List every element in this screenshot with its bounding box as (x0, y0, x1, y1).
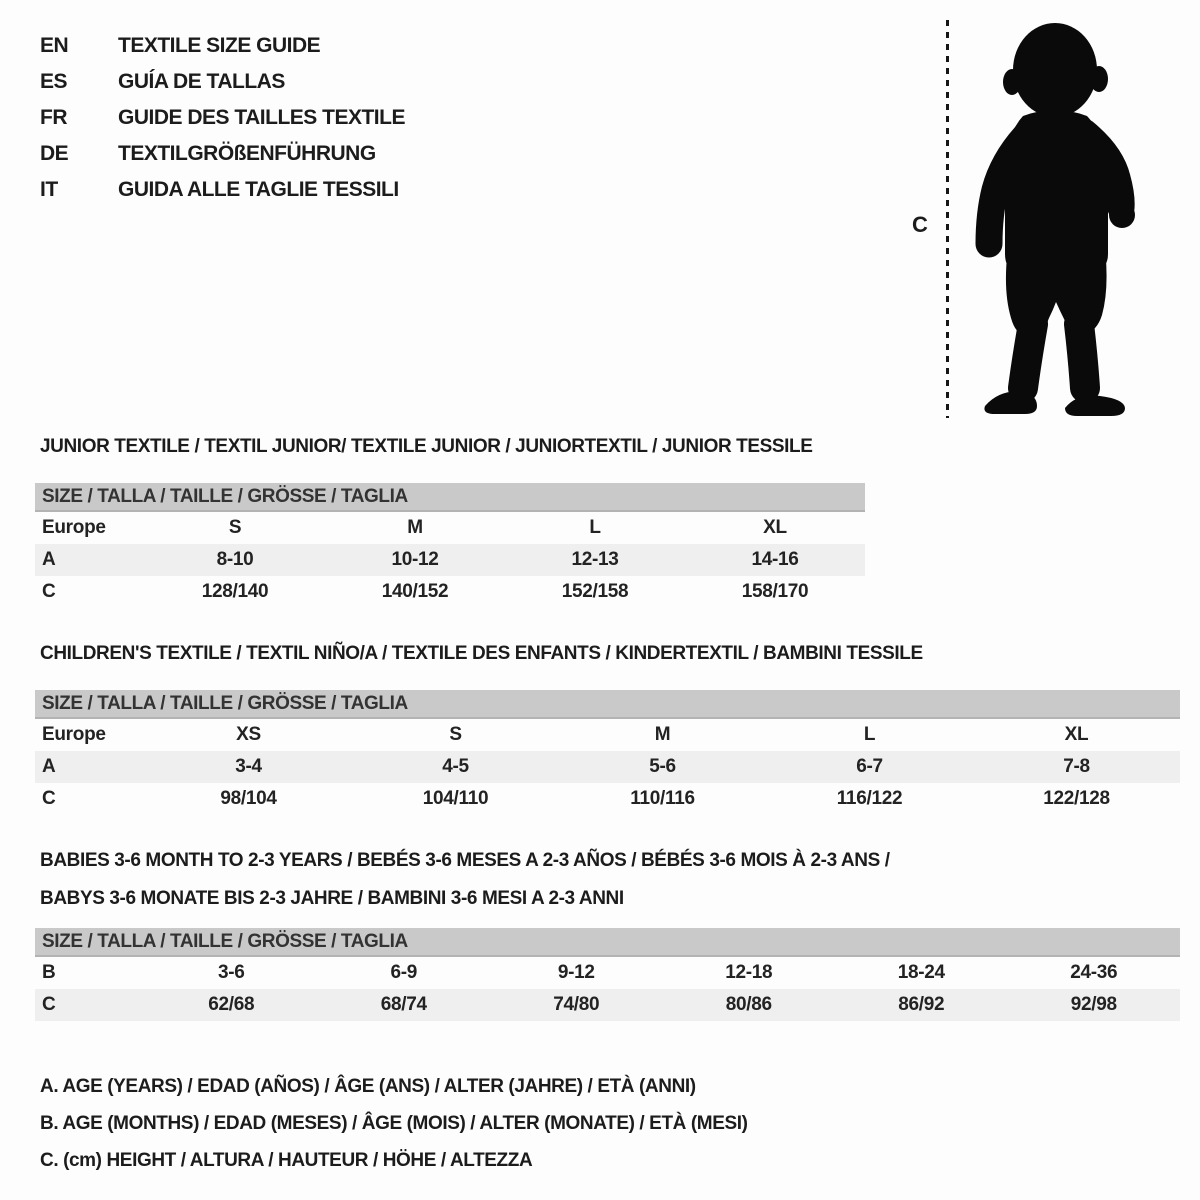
table-cell: 12-18 (725, 962, 773, 983)
table-cell: 62/68 (208, 994, 255, 1015)
language-title: TEXTILE SIZE GUIDE (118, 34, 321, 57)
row-label: B (42, 962, 56, 983)
legend-line-c: C. (cm) HEIGHT / ALTURA / HAUTEUR / HÖHE / ALTEZZA (40, 1150, 533, 1171)
table-cell: S (228, 517, 242, 538)
table-cell: 92/98 (1070, 994, 1117, 1015)
language-code: IT (40, 178, 58, 201)
table-row (35, 512, 865, 544)
table-cell: 140/152 (381, 581, 449, 602)
language-code: FR (40, 106, 67, 129)
table-cell: 3-6 (217, 962, 245, 983)
children-size-table (35, 690, 1180, 815)
row-label: Europe (42, 517, 106, 538)
table-cell: S (449, 724, 462, 745)
language-row-es (40, 64, 405, 100)
table-cell: 14-16 (751, 549, 799, 570)
measure-legend (40, 1068, 748, 1179)
language-title: GUÍA DE TALLAS (118, 70, 285, 93)
table-cell: L (589, 517, 601, 538)
table-cell: M (407, 517, 423, 538)
language-code: DE (40, 142, 69, 165)
table-cell: L (863, 724, 876, 745)
table-cell: XL (763, 517, 787, 538)
table-row (35, 544, 865, 576)
row-label: A (42, 549, 56, 570)
language-row-en (40, 28, 405, 64)
legend-line-a: A. AGE (YEARS) / EDAD (AÑOS) / ÂGE (ANS) / ALTER (JAHRE) / ETÀ (ANNI) (40, 1076, 696, 1097)
table-cell: 116/122 (836, 788, 903, 809)
row-label: C (42, 581, 56, 602)
language-code: ES (40, 70, 68, 93)
row-label: Europe (42, 724, 106, 745)
table-cell: 80/86 (725, 994, 772, 1015)
table-cell: 4-5 (442, 756, 469, 777)
table-row (35, 957, 1180, 989)
table-row (35, 751, 1180, 783)
table-row (35, 576, 865, 608)
babies-title-line-2: BABYS 3-6 MONATE BIS 2-3 JAHRE / BAMBINI 3-6 MESI A 2-3 ANNI (40, 888, 624, 909)
table-cell: 68/74 (380, 994, 427, 1015)
language-row-it (40, 172, 405, 208)
legend-line-b: B. AGE (MONTHS) / EDAD (MESES) / ÂGE (MOIS) / ALTER (MONATE) / ETÀ (MESI) (40, 1113, 748, 1134)
table-cell: 6-9 (390, 962, 418, 983)
language-code: EN (40, 34, 69, 57)
height-measure-dashed-line (946, 20, 949, 418)
table-cell: 152/158 (561, 581, 629, 602)
language-row-fr (40, 100, 405, 136)
row-label: C (42, 788, 56, 809)
table-cell: 10-12 (391, 549, 439, 570)
table-row (35, 989, 1180, 1021)
junior-size-table (35, 483, 865, 608)
table-cell: 7-8 (1063, 756, 1090, 777)
toddler-silhouette-icon (965, 18, 1137, 416)
children-size-header: SIZE / TALLA / TAILLE / GRÖSSE / TAGLIA (35, 690, 1180, 719)
table-cell: 18-24 (897, 962, 945, 983)
table-cell: M (654, 724, 671, 745)
junior-section-title: JUNIOR TEXTILE / TEXTIL JUNIOR/ TEXTILE JUNIOR / JUNIORTEXTIL / JUNIOR TESSILE (40, 436, 813, 457)
junior-size-header: SIZE / TALLA / TAILLE / GRÖSSE / TAGLIA (35, 483, 865, 512)
table-cell: 104/110 (422, 788, 489, 809)
table-cell: 5-6 (649, 756, 676, 777)
table-cell: 24-36 (1070, 962, 1118, 983)
row-label: C (42, 994, 56, 1015)
table-cell: 98/104 (220, 788, 277, 809)
table-row (35, 783, 1180, 815)
table-cell: 12-13 (571, 549, 619, 570)
table-cell: 158/170 (741, 581, 809, 602)
table-cell: 86/92 (898, 994, 945, 1015)
babies-size-table (35, 928, 1180, 1021)
table-cell: XL (1064, 724, 1089, 745)
table-cell: 8-10 (216, 549, 254, 570)
language-row-de (40, 136, 405, 172)
table-cell: 3-4 (235, 756, 262, 777)
table-cell: 128/140 (201, 581, 269, 602)
row-label: A (42, 756, 56, 777)
babies-section-title (40, 842, 890, 918)
table-cell: 110/116 (630, 788, 695, 809)
table-cell: 6-7 (856, 756, 883, 777)
height-measure-label: C (912, 212, 928, 237)
language-title: GUIDE DES TAILLES TEXTILE (118, 106, 405, 129)
babies-size-header: SIZE / TALLA / TAILLE / GRÖSSE / TAGLIA (35, 928, 1180, 957)
children-section-title: CHILDREN'S TEXTILE / TEXTIL NIÑO/A / TEXTILE DES ENFANTS / KINDERTEXTIL / BAMBINI TESSILE (40, 643, 923, 664)
babies-title-line-1: BABIES 3-6 MONTH TO 2-3 YEARS / BEBÉS 3-6 MESES A 2-3 AÑOS / BÉBÉS 3-6 MOIS À 2-3 ANS / (40, 850, 890, 871)
table-cell: 9-12 (557, 962, 595, 983)
language-list (40, 28, 405, 208)
table-cell: 122/128 (1043, 788, 1110, 809)
table-cell: 74/80 (553, 994, 600, 1015)
language-title: GUIDA ALLE TAGLIE TESSILI (118, 178, 399, 201)
language-title: TEXTILGRÖßENFÜHRUNG (118, 142, 376, 165)
table-row (35, 719, 1180, 751)
table-cell: XS (236, 724, 261, 745)
